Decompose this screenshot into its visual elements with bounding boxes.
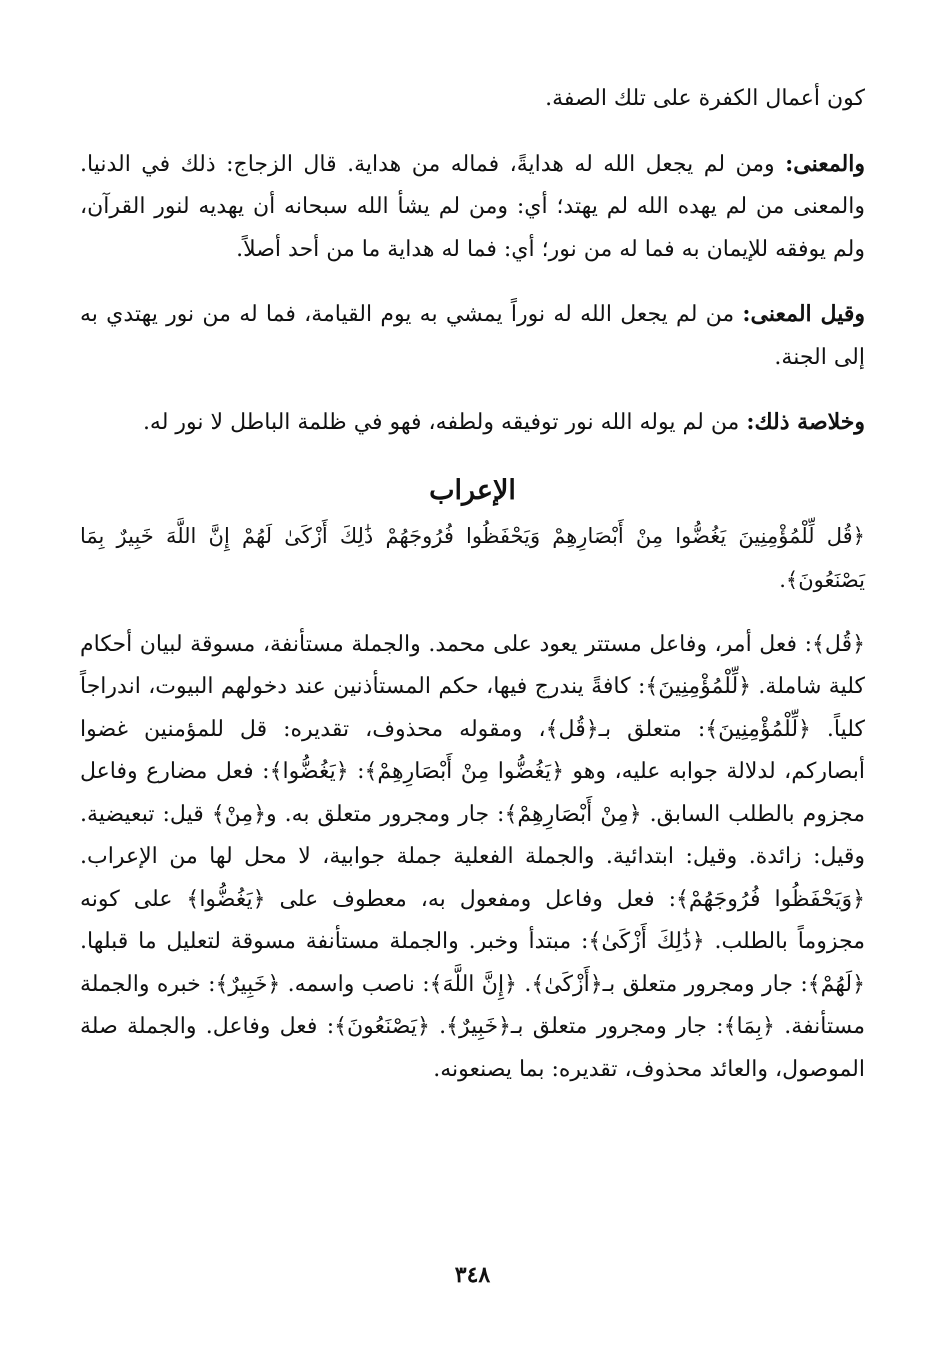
page-number: ٣٤٨	[454, 1262, 491, 1288]
quran-verse: ﴿قُل لِّلْمُؤْمِنِينَ يَغُضُّوا مِنْ أَبْصَارِهِمْ وَيَحْفَظُوا فُرُوجَهُمْ ذَٰلِكَ أَزْكَىٰ لَهُمْ إِنَّ اللَّهَ خَبِيرٌ بِمَا يَصْنَعُونَ﴾.	[80, 523, 865, 592]
summary-text: من لم يوله الله نور توفيقه ولطفه، فهو في ظلمة الباطل لا نور له.	[142, 410, 747, 435]
meaning-paragraph	[80, 143, 865, 272]
alt-meaning-text: من لم يجعل الله له نوراً يمشي به يوم القيامة، فما له من نور يهتدي به إلى الجنة.	[80, 302, 865, 370]
summary-paragraph	[80, 401, 865, 445]
meaning-term: والمعنى:	[785, 150, 865, 177]
intro-line: كون أعمال الكفرة على تلك الصفة.	[545, 86, 865, 111]
parsing-paragraph: ﴿قُل﴾: فعل أمر، وفاعل مستتر يعود على محمد. والجملة مستأنفة، مسوقة لبيان أحكام كلية شاملة. ﴿لِّلْمُؤْمِنِينَ﴾: كافةً يندرج فيها، حكم المستأذنين عند دخولهم البيوت، اندراجاً كلياً. ﴿لِّلْمُؤْمِنِينَ﴾: متعلق بـ﴿قُل﴾، ومقوله محذوف، تقديره: قل للمؤمنين غضوا أبصاركم، لدلالة جوابه عليه، وهو ﴿يَغُضُّوا مِنْ أَبْصَارِهِمْ﴾: ﴿يَغُضُّوا﴾: فعل مضارع وفاعل مجزوم بالطلب السابق. ﴿مِنْ أَبْصَارِهِمْ﴾: جار ومجرور متعلق به. و﴿مِنْ﴾ قيل: تبعيضية. وقيل: زائدة. وقيل: ابتدائية. والجملة الفعلية جملة جوابية، لا محل لها من الإعراب. ﴿وَيَحْفَظُوا فُرُوجَهُمْ﴾: فعل وفاعل ومفعول به، معطوف على ﴿يَغُضُّوا﴾ على كونه مجزوماً بالطلب. ﴿ذَٰلِكَ أَزْكَىٰ﴾: مبتدأ وخبر. والجملة مستأنفة مسوقة لتعليل ما قبلها. ﴿لَهُمْ﴾: جار ومجرور متعلق بـ﴿أَزْكَىٰ﴾. ﴿إِنَّ اللَّهَ﴾: ناصب واسمه. ﴿خَبِيرٌ﴾: خبره والجملة مستأنفة. ﴿بِمَا﴾: جار ومجرور متعلق بـ﴿خَبِيرٌ﴾. ﴿يَصْنَعُونَ﴾: فعل وفاعل. والجملة صلة الموصول، والعائد محذوف، تقديره: بما يصنعونه.	[80, 631, 865, 1082]
page-body	[80, 78, 865, 1091]
meaning-text: ومن لم يجعل الله له هدايةً، فماله من هداية. قال الزجاج: ذلك في الدنيا. والمعنى من لم يهده الله لم يهتد؛ أي: ومن لم يشأ الله سبحانه أن يهديه لنور القرآن، ولم يوفقه للإيمان به فما له من نور؛ أي: فما له هداية ما من أحد أصلاً.	[80, 151, 865, 262]
section-title: الإعراب	[429, 474, 516, 506]
alt-meaning-paragraph	[80, 293, 865, 379]
summary-term: وخلاصة ذلك:	[746, 409, 865, 435]
alt-meaning-term: وقيل المعنى:	[742, 301, 865, 327]
